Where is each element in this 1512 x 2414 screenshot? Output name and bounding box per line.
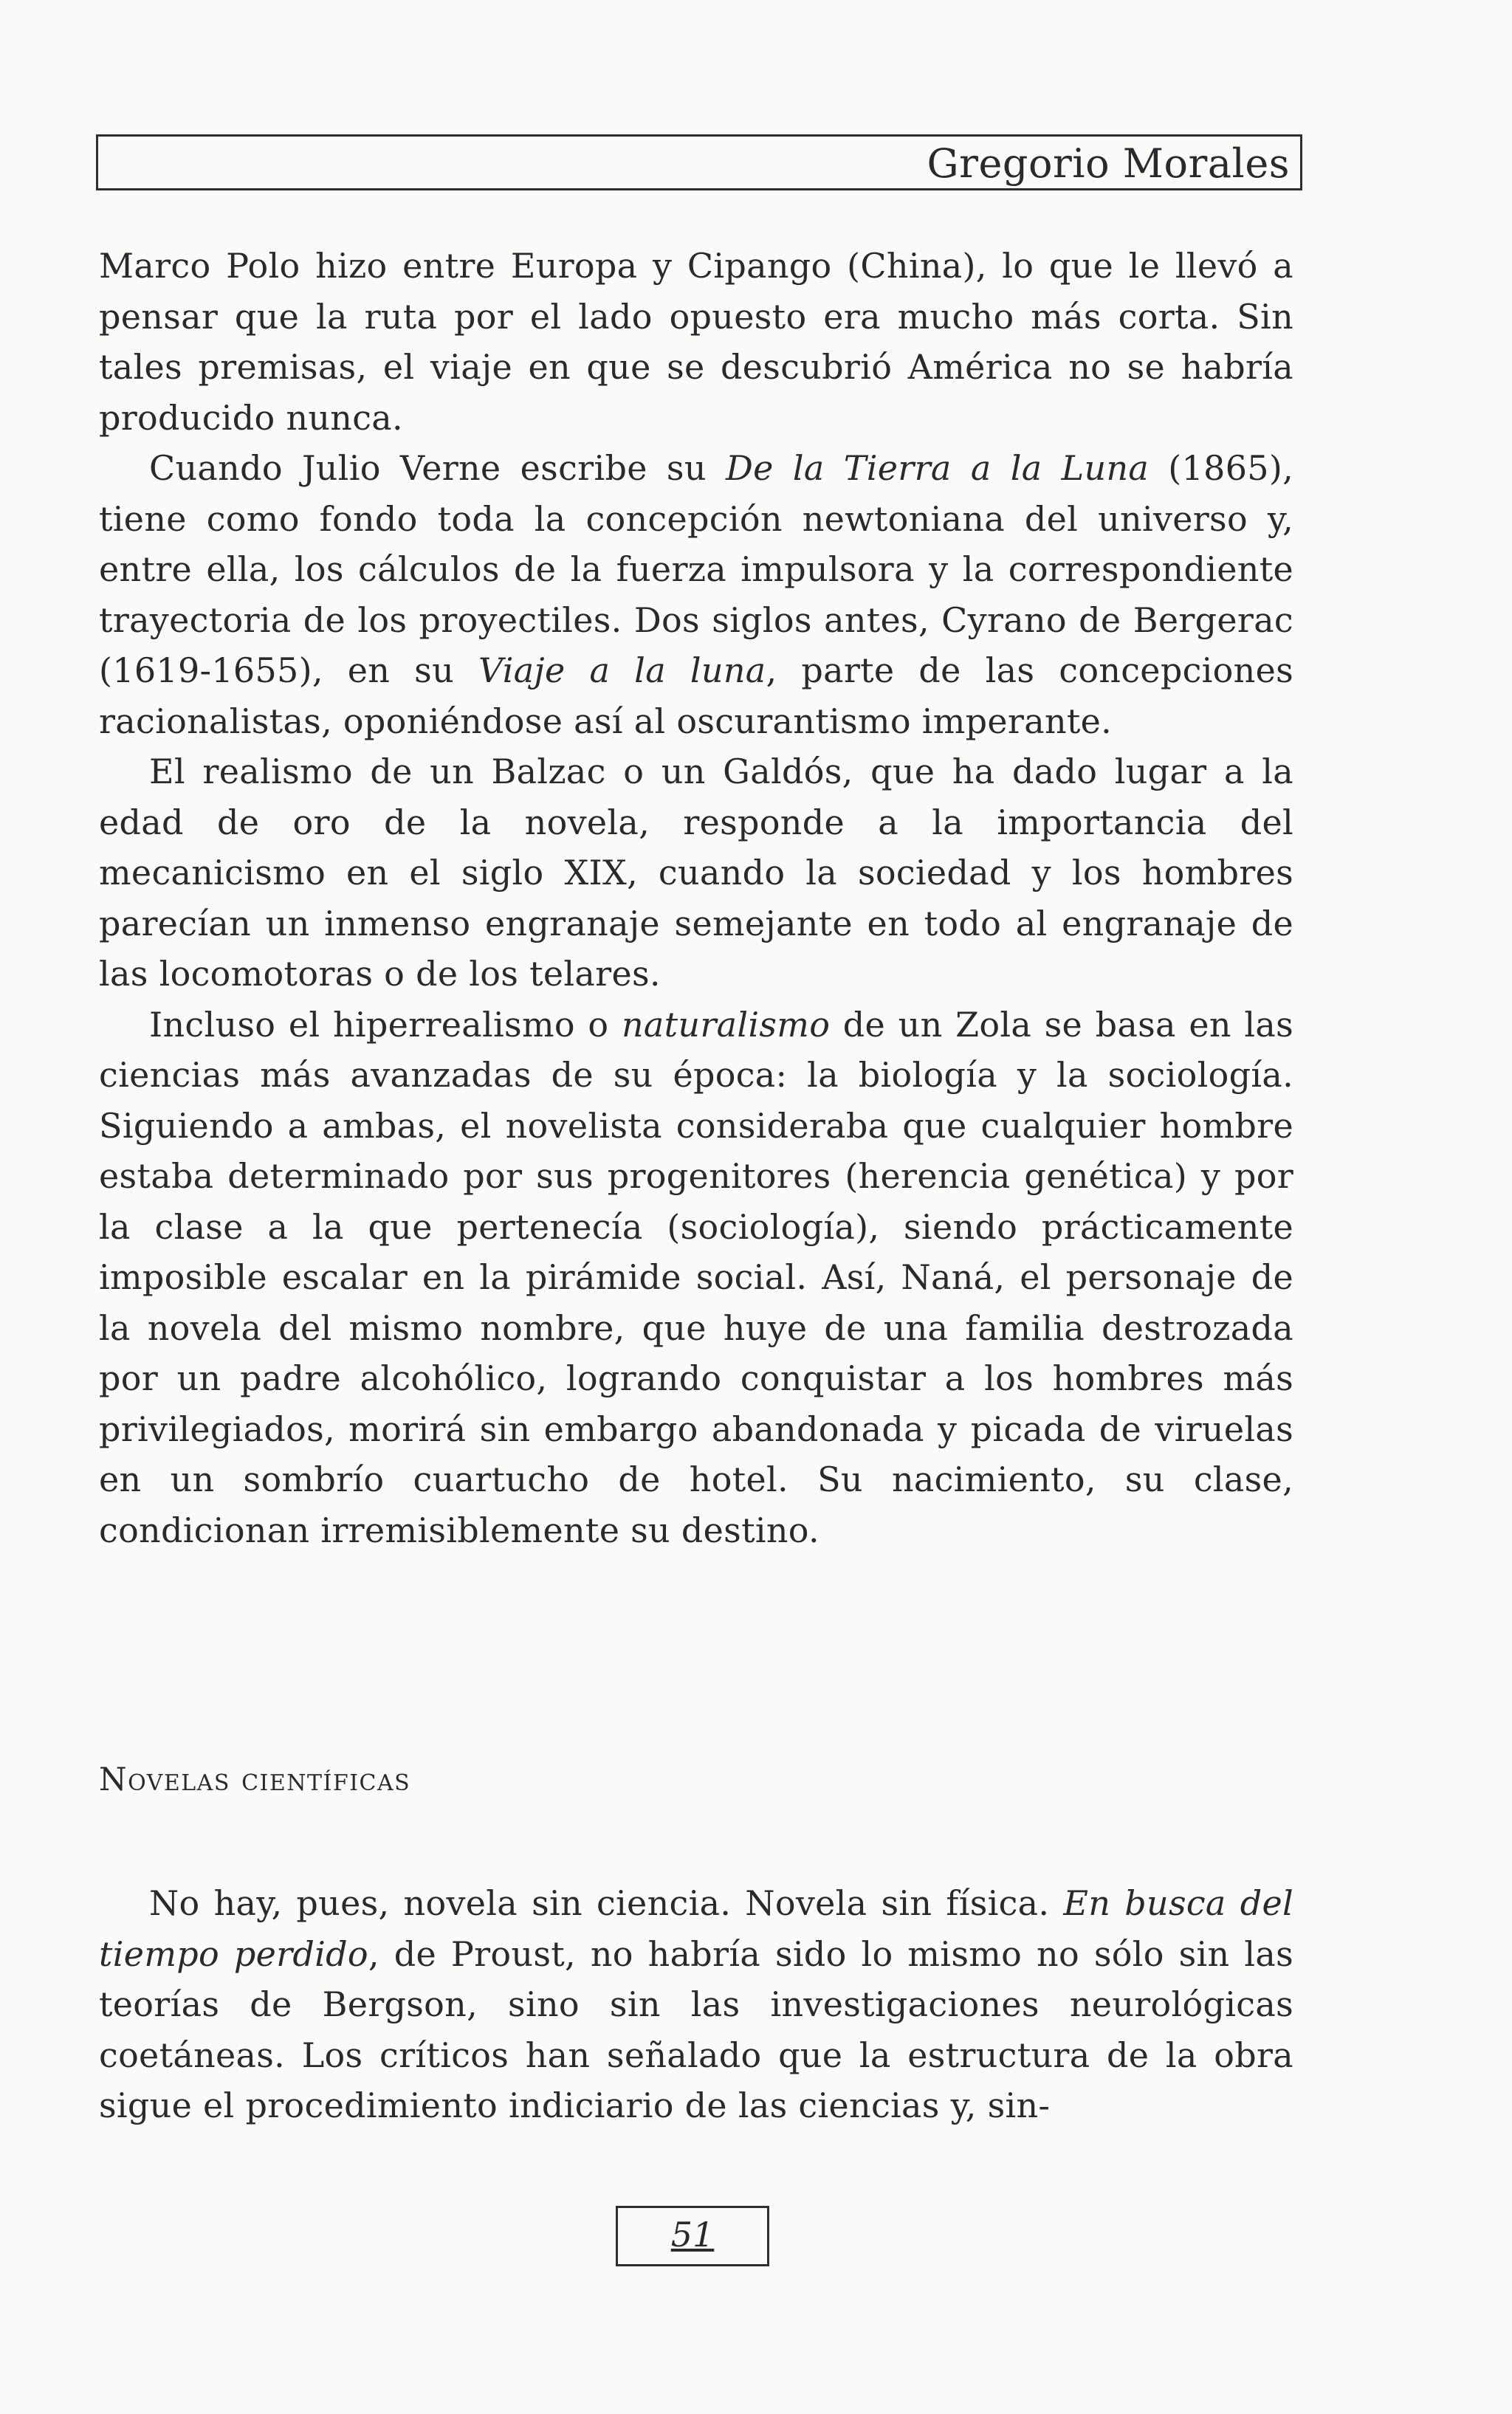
book-title-verne: De la Tierra a la Luna (725, 448, 1150, 488)
paragraph-4-text-b: de un Zola se basa en las ciencias más avanzadas de su época: la biología y la sociología. Siguiendo a ambas, el novelista consideraba que cualquier hombre estaba determinado por sus progenitores (herencia genética) y por la clase a la que pertenecía (sociología), siendo prácticamente imposible escalar en la pirámide social. Así, Naná, el personaje de la novela del mismo nombre, que huye de una familia destrozada por un padre alcohólico, logrando conquistar a los hombres más privilegiados, morirá sin embargo abandonada y picada de viruelas en un sombrío cuartucho de hotel. Su nacimiento, su clase, condicionan irremisiblemente su destino. (99, 1004, 1293, 1550)
paragraph-2-text-a: Cuando Julio Verne escribe su (149, 448, 726, 488)
paragraph-3-text: El realismo de un Balzac o un Galdós, que ha dado lugar a la edad de oro de la novela, responde a la importancia del mecanicismo en el siglo XIX, cuando la sociedad y los hombres parecían un inmenso engranaje semejante en todo al engranaje de las locomotoras o de los telares. (99, 752, 1293, 994)
section-paragraph-1 (99, 1878, 1293, 2131)
paragraph-2 (99, 443, 1293, 746)
page-number-box (616, 2206, 769, 2266)
term-naturalismo: naturalismo (622, 1004, 831, 1045)
book-title-cyrano: Viaje a la luna (478, 650, 766, 690)
section-paragraph-1-text-a: No hay, pues, novela sin ciencia. Novela sin física. (149, 1883, 1064, 1923)
page-number: 51 (670, 2215, 715, 2255)
section-body-text (99, 1878, 1293, 2131)
paragraph-4-text-a: Incluso el hiperrealismo o (149, 1004, 622, 1045)
paragraph-2-text-c: , parte de las concepciones racionalistas, oponiéndose así al oscurantismo imperante. (99, 650, 1293, 741)
paragraph-4 (99, 1000, 1293, 1556)
header-author: Gregorio Morales (927, 140, 1290, 187)
paragraph-1-text: Marco Polo hizo entre Europa y Cipango (China), lo que le llevó a pensar que la ruta por el lado opuesto era mucho más corta. Sin tales premisas, el viaje en que se descubrió América no se habría producido nunca. (99, 246, 1293, 438)
paragraph-3 (99, 746, 1293, 1000)
running-header (96, 134, 1302, 190)
book-title-proust: En busca del tiempo perdido (99, 1883, 1293, 1974)
body-text (99, 241, 1293, 1555)
paragraph-1 (99, 241, 1293, 443)
paragraph-2-text-b: (1865), tiene como fondo toda la concepción newtoniana del universo y, entre ella, los cálculos de la fuerza impulsora y la correspondiente trayectoria de los proyectiles. Dos siglos antes, Cyrano de Bergerac (1619-1655), en su (99, 448, 1293, 690)
section-heading: Novelas científicas (99, 1761, 411, 1798)
section-paragraph-1-text-b: , de Proust, no habría sido lo mismo no sólo sin las teorías de Bergson, sino sin las investigaciones neurológicas coetáneas. Los críticos han señalado que la estructura de la obra sigue el procedimiento indiciario de las ciencias y, sin- (99, 1933, 1293, 2125)
